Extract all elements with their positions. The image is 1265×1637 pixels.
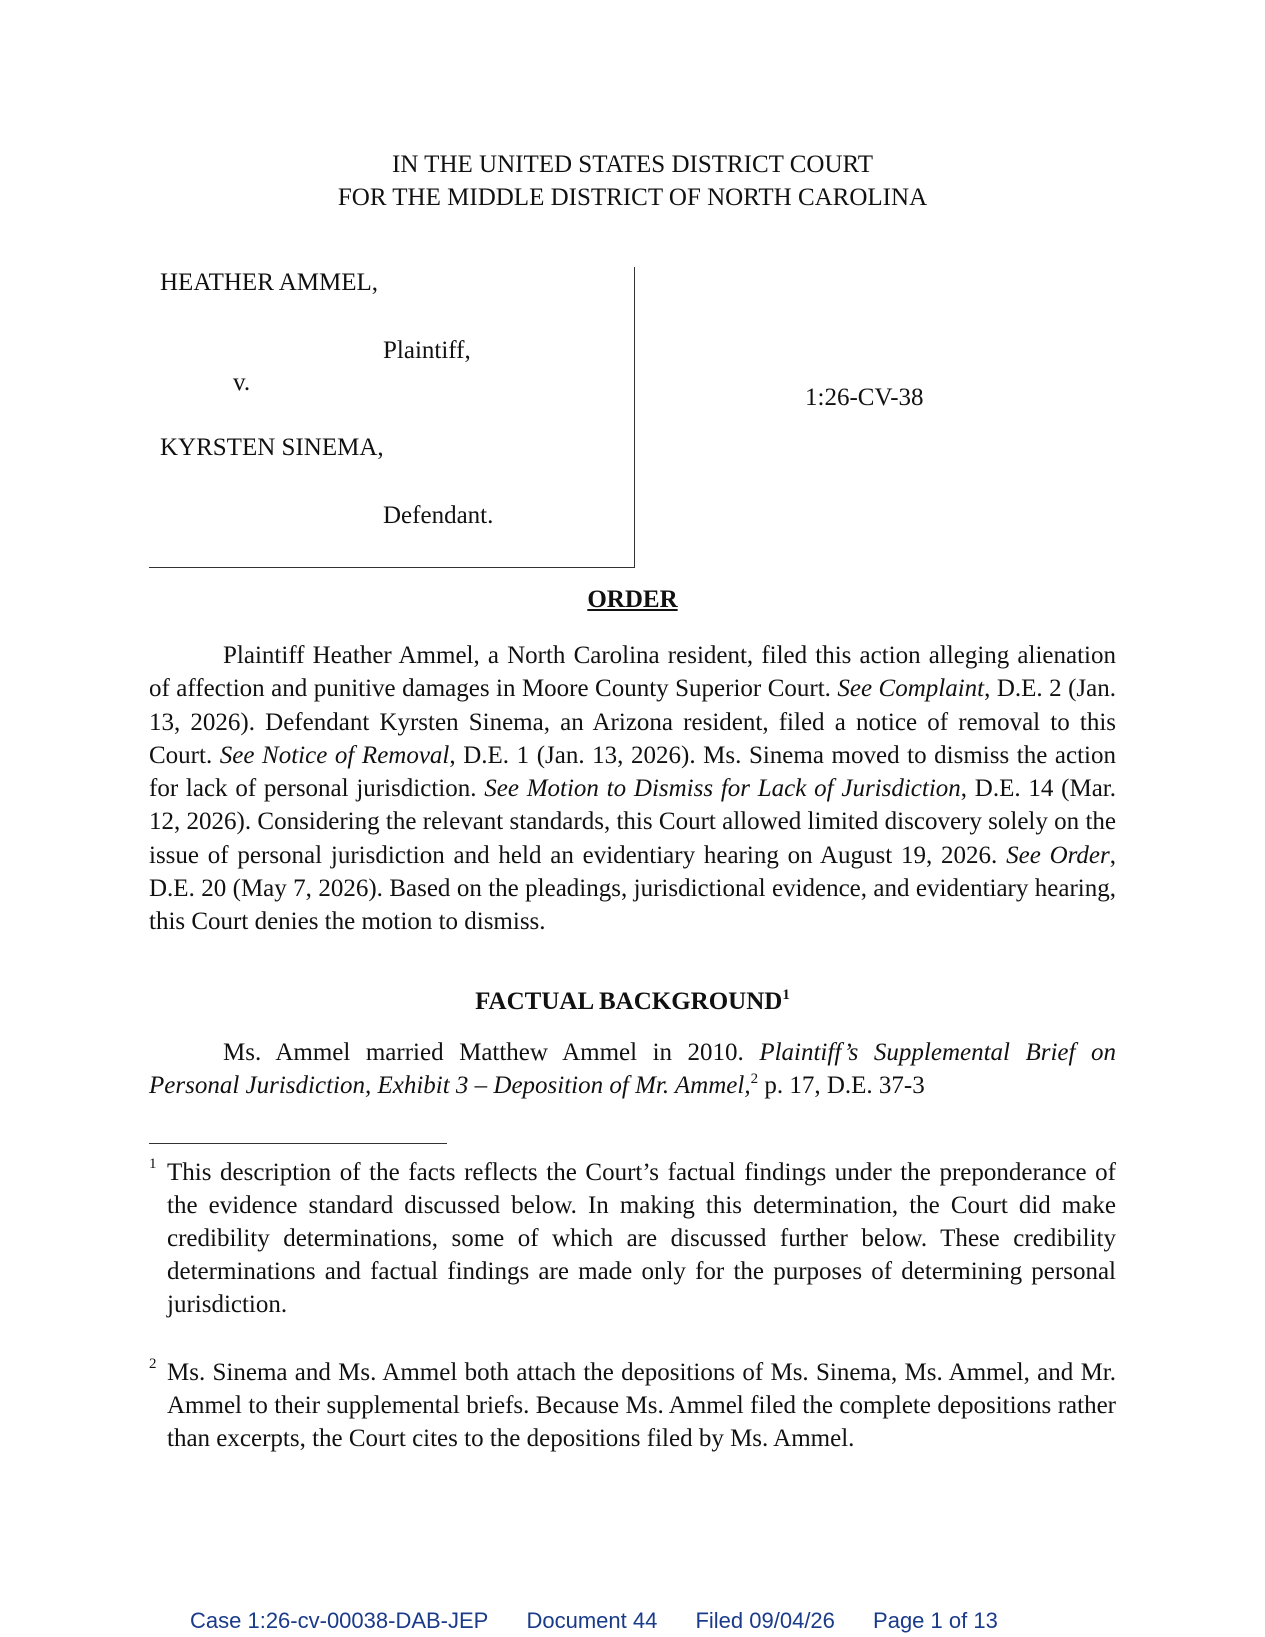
order-paragraph (149, 639, 1116, 939)
footnote-2-mark: 2 (149, 1356, 157, 1372)
filing-stamp-footer (190, 1608, 1030, 1634)
order-text: , D.E. 14 (Mar. 12, 2026). Considering the relevant standards, this Court allowed limited discovery solely on the issue of personal jurisdiction and held an evidentiary hearing on August 19, 2026. (149, 775, 1116, 869)
footnote-ref-2: 2 (750, 1071, 759, 1088)
case-caption (149, 267, 635, 568)
citation: See Complaint (837, 675, 985, 703)
citation: See Motion to Dismiss for Lack of Jurisdiction (484, 775, 961, 803)
footnote-1 (149, 1156, 1116, 1321)
plaintiff-name: HEATHER AMMEL, (160, 269, 379, 296)
order-text: Plaintiff Heather Ammel, a North Carolina resident, filed this action alleging alienation of affection and punitive damages in Moore County Superior Court. (149, 642, 1116, 703)
order-text: , D.E. 20 (May 7, 2026). Based on the pleadings, jurisdictional evidence, and evidentiary hearing, this Court denies the motion to dismiss. (149, 841, 1117, 936)
defendant-role: Defendant. (383, 502, 494, 529)
footer-filed: Filed 09/04/26 (695, 1608, 835, 1633)
citation: See Order (1006, 841, 1110, 869)
factual-citation: Plaintiff’s Supplemental Brief on Personal Jurisdiction, Exhibit 3 – Deposition of Mr. Ammel, (149, 1039, 1116, 1100)
order-heading: ORDER (587, 586, 678, 613)
footnote-2 (149, 1356, 1116, 1455)
court-header (0, 148, 1265, 214)
footnote-1-text: This description of the facts reflects the Court’s factual findings under the preponderance of the evidence standard discussed below. In making this determination, the Court did make credibility determinations, some of which are discussed further below. These credibility determinations and factual findings are made only for the purposes of determining personal jurisdiction. (167, 1159, 1116, 1318)
order-text: , D.E. 2 (Jan. 13, 2026). Defendant Kyrsten Sinema, an Arizona resident, filed a notice of removal to this Court. (149, 675, 1116, 769)
plaintiff-role: Plaintiff, (383, 337, 471, 364)
case-number: 1:26-CV-38 (805, 384, 924, 411)
district-name: FOR THE MIDDLE DISTRICT OF NORTH CAROLINA (337, 184, 928, 211)
versus: v. (233, 369, 251, 396)
footnote-divider (149, 1143, 447, 1144)
factual-citation-page: p. 17, D.E. 37-3 (758, 1072, 925, 1100)
factual-background-title: FACTUAL BACKGROUND (475, 988, 783, 1015)
footnote-ref-1: 1 (782, 987, 790, 1003)
citation: See Notice of Removal (219, 741, 450, 769)
footer-page: Page 1 of 13 (873, 1608, 998, 1633)
factual-text: Ms. Ammel married Matthew Ammel in 2010. (223, 1039, 760, 1066)
factual-paragraph (149, 1036, 1116, 1103)
court-name: IN THE UNITED STATES DISTRICT COURT (392, 151, 873, 178)
footer-case: Case 1:26-cv-00038-DAB-JEP (190, 1608, 489, 1633)
factual-background-heading (0, 988, 1265, 1016)
order-text: , D.E. 1 (Jan. 13, 2026). Ms. Sinema moved to dismiss the action for lack of personal jurisdiction. (149, 741, 1116, 803)
footnote-2-text: Ms. Sinema and Ms. Ammel both attach the depositions of Ms. Sinema, Ms. Ammel, and Mr. Ammel to their supplemental briefs. Because Ms. Ammel filed the complete depositions rather than excerpts, the Court cites to the depositions filed by Ms. Ammel. (167, 1359, 1116, 1452)
footer-document: Document 44 (526, 1608, 658, 1633)
defendant-name: KYRSTEN SINEMA, (160, 434, 384, 461)
footnote-1-mark: 1 (149, 1156, 157, 1172)
